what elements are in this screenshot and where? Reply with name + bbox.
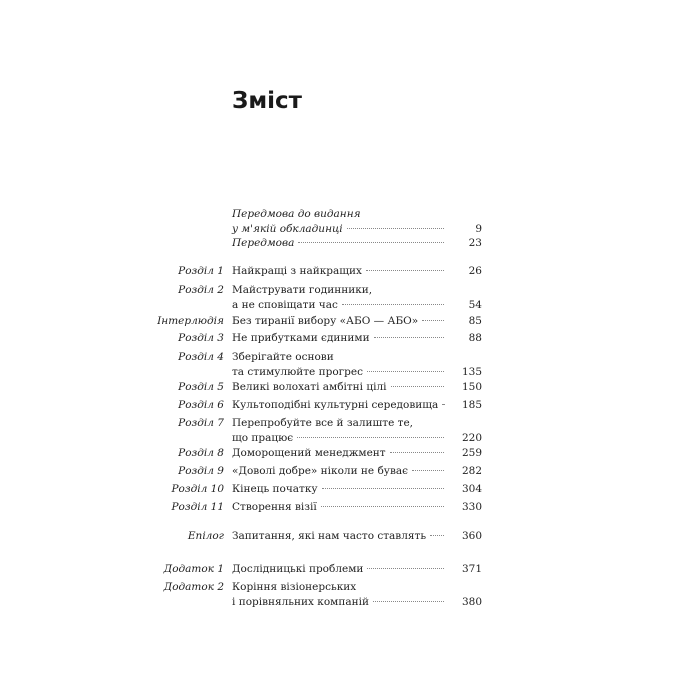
dot-leader [430, 534, 444, 536]
toc-entry-page-number: 330 [461, 501, 482, 513]
toc-entry-title-line [232, 207, 444, 221]
toc-entry-label: Додаток 1 [163, 563, 224, 575]
toc-entry-title-line [232, 331, 444, 345]
dot-leader [347, 227, 444, 229]
toc-entry-label: Розділ 1 [178, 265, 224, 277]
dot-leader [391, 385, 444, 387]
toc-entry-label: Розділ 8 [178, 447, 224, 459]
toc-entry-title-line [232, 264, 444, 278]
toc-entry-label: Розділ 9 [178, 465, 224, 477]
toc-entry-label: Епілог [187, 530, 224, 542]
toc-entry-title-text: Найкращі з найкращих [232, 265, 362, 277]
toc-entry-title-text: Коріння візіонерських [232, 581, 357, 593]
toc-entry-title-text: Запитання, які нам часто ставлять [232, 530, 427, 542]
dot-leader [366, 269, 444, 271]
toc-entry-label: Інтерлюдія [157, 315, 224, 327]
toc-entry-label: Розділ 11 [171, 501, 224, 513]
dot-leader [422, 319, 444, 321]
toc-entry-title-text: Перепробуйте все й залиште те, [232, 417, 414, 429]
toc-entry-title-line [232, 283, 444, 297]
toc-entry-page-number: 380 [461, 596, 482, 608]
toc-entry-title-line [232, 431, 444, 445]
toc-entry-page-number: 135 [461, 366, 482, 378]
toc-entry-title-line [232, 580, 444, 594]
toc-entry-label: Розділ 4 [178, 351, 224, 363]
toc-entry-label: Розділ 3 [178, 332, 224, 344]
toc-entry-title-line [232, 529, 444, 543]
toc-entry-title-text: та стимулюйте прогрес [232, 366, 363, 378]
toc-entry-label: Розділ 5 [178, 381, 224, 393]
toc-entry-page-number: 282 [461, 465, 482, 477]
toc-entry-title-text: у м'якій обкладинці [232, 223, 343, 235]
toc-entry-title-text: Доморощений менеджмент [232, 447, 386, 459]
toc-entry-title-text: і порівняльних компаній [232, 596, 369, 608]
toc-entry-page-number: 304 [461, 483, 482, 495]
toc-entry-page-number: 150 [461, 381, 482, 393]
toc-entry-title-line [232, 595, 444, 609]
toc-entry-label: Розділ 6 [178, 399, 224, 411]
toc-entry-title-line [232, 416, 444, 430]
toc-entry-title-line [232, 482, 444, 496]
dot-leader [374, 336, 444, 338]
dot-leader [367, 370, 444, 372]
toc-entry-page-number: 26 [468, 265, 482, 277]
toc-entry-title-line [232, 380, 444, 394]
dot-leader [298, 241, 444, 243]
dot-leader [297, 436, 444, 438]
toc-entry-label: Розділ 10 [171, 483, 224, 495]
toc-entry-title-text: Дослідницькі проблеми [232, 563, 364, 575]
toc-entry-page-number: 220 [461, 432, 482, 444]
toc-entry-page-number: 88 [468, 332, 482, 344]
page-title: Зміст [232, 88, 302, 114]
toc-entry-title-line [232, 365, 444, 379]
toc-entry-title-text: Без тиранії вибору «АБО — АБО» [232, 315, 419, 327]
toc-entry-title-text: Великі волохаті амбітні цілі [232, 381, 387, 393]
toc-entry-label: Розділ 7 [178, 417, 224, 429]
toc-entry-page-number: 54 [468, 299, 482, 311]
toc-entry-page-number: 85 [468, 315, 482, 327]
toc-entry-title-line [232, 500, 444, 514]
dot-leader [412, 469, 444, 471]
toc-entry-page-number: 9 [475, 223, 482, 235]
toc-entry-title-line [232, 236, 444, 250]
toc-entry-title-text: Зберігайте основи [232, 351, 334, 363]
dot-leader [373, 600, 444, 602]
dot-leader [390, 451, 444, 453]
dot-leader [342, 303, 444, 305]
toc-entry-title-line [232, 222, 444, 236]
toc-entry-page-number: 185 [461, 399, 482, 411]
toc-entry-title-line [232, 350, 444, 364]
toc-entry-page-number: 23 [468, 237, 482, 249]
toc-entry-title-text: Майструвати годинники, [232, 284, 373, 296]
toc-entry-title-line [232, 298, 444, 312]
dot-leader [442, 403, 444, 405]
toc-entry-title-text: Не прибутками єдиними [232, 332, 370, 344]
toc-entry-page-number: 371 [461, 563, 482, 575]
toc-entry-page-number: 259 [461, 447, 482, 459]
dot-leader [367, 567, 444, 569]
toc-entry-title-text: Передмова [232, 237, 295, 249]
dot-leader [321, 505, 444, 507]
toc-entry-label: Розділ 2 [178, 284, 224, 296]
toc-entry-title-text: Культоподібні культурні середовища [232, 399, 439, 411]
toc-entry-title-text: Передмова до видання [232, 208, 361, 220]
toc-entry-title-line [232, 464, 444, 478]
toc-entry-title-text: а не сповіщати час [232, 299, 338, 311]
toc-entry-page-number: 360 [461, 530, 482, 542]
toc-entry-title-line [232, 446, 444, 460]
toc-entry-title-line [232, 314, 444, 328]
toc-entry-title-line [232, 562, 444, 576]
toc-entry-title-line [232, 398, 444, 412]
toc-entry-label: Додаток 2 [163, 581, 224, 593]
toc-entry-title-text: що працює [232, 432, 294, 444]
toc-entry-title-text: «Доволі добре» ніколи не буває [232, 465, 409, 477]
toc-entry-title-text: Кінець початку [232, 483, 318, 495]
dot-leader [322, 487, 444, 489]
toc-entry-title-text: Створення візії [232, 501, 317, 513]
